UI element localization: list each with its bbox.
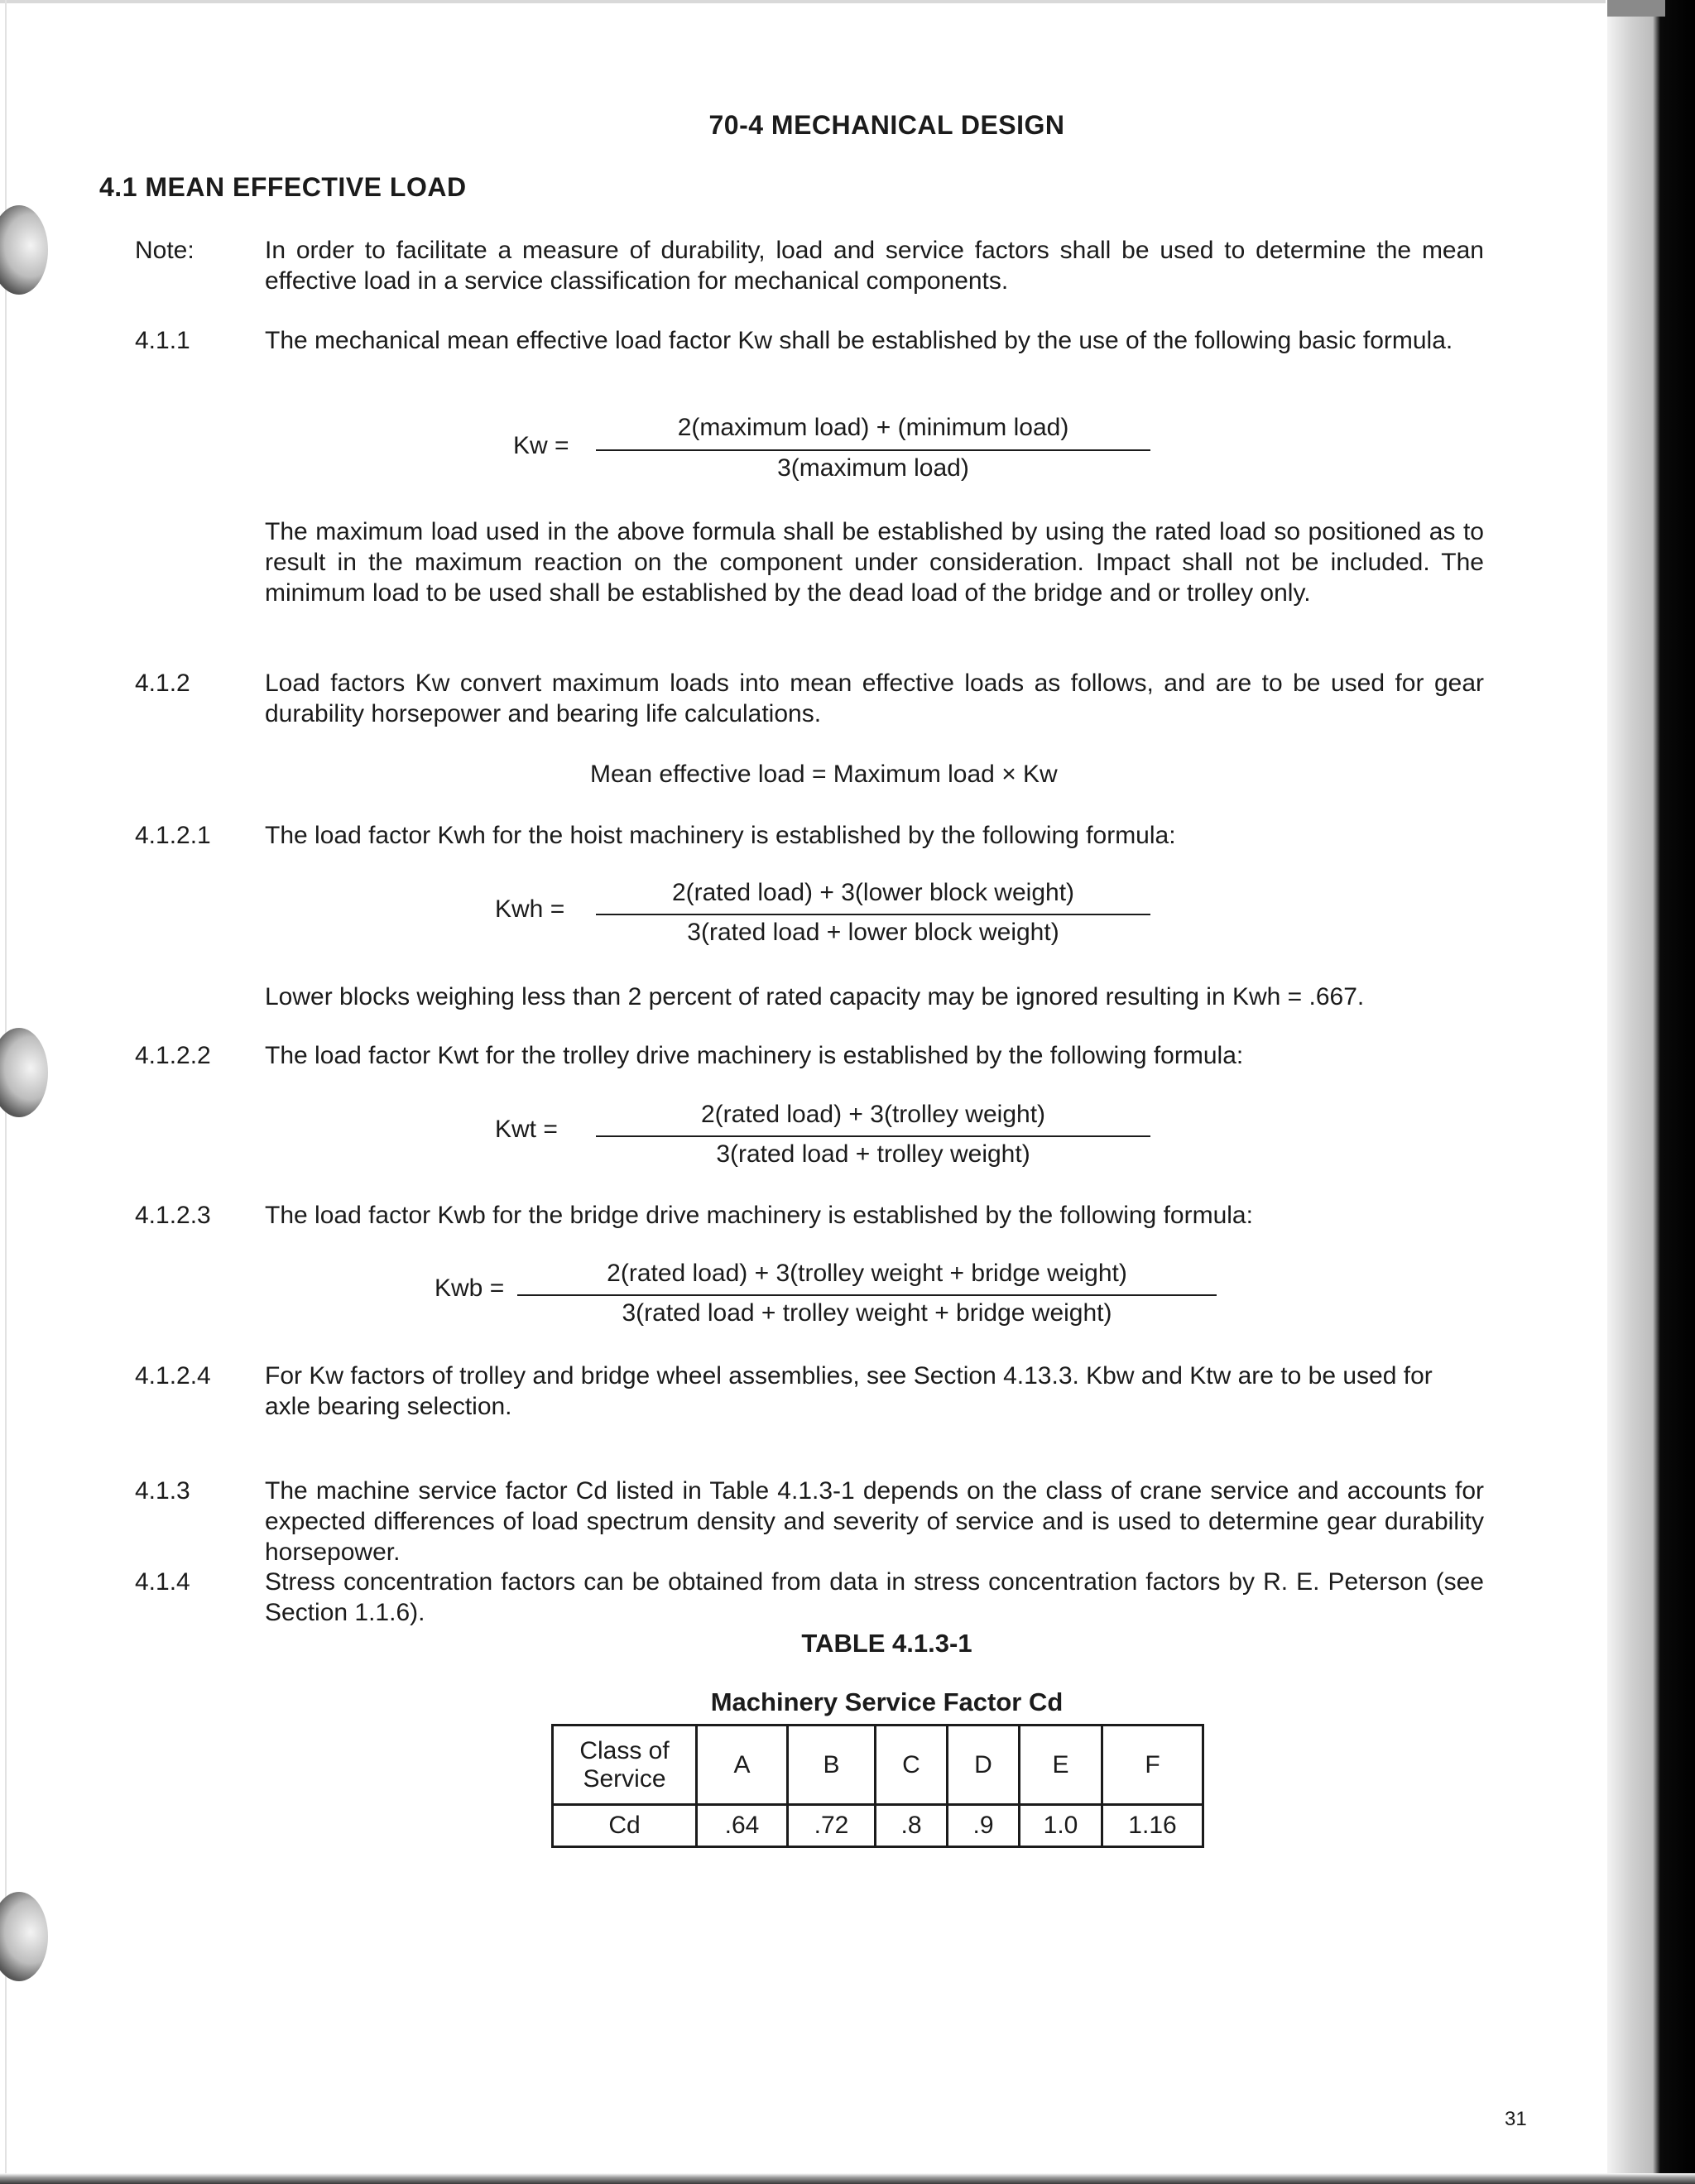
- formula-kwt-lhs: Kwt =: [495, 1116, 558, 1143]
- paragraph-4-1-1: The mechanical mean effective load factor Kw shall be established by the use of the following basic formula.: [265, 327, 1453, 354]
- table-cell: 1.16: [1102, 1805, 1203, 1847]
- table-label: TABLE 4.1.3-1: [801, 1629, 972, 1658]
- table-header-cell: E: [1020, 1726, 1102, 1805]
- table-caption: Machinery Service Factor Cd: [710, 1687, 1064, 1716]
- formula-kwt-denominator: 3(rated load + trolley weight): [716, 1140, 1030, 1168]
- section-number-4-1-1: 4.1.1: [135, 327, 190, 354]
- paragraph-4-1-1-max-load: The maximum load used in the above formula shall be established by using the rated load so positioned as to result in the maximum reaction on the component under consideration. Impact shall not be included. The minimum load to be used shall be established by the dead load of the bridge and or trolley only.: [265, 518, 1484, 607]
- formula-kw-lhs: Kw =: [513, 432, 569, 459]
- table-cell: .9: [948, 1805, 1020, 1847]
- paragraph-4-1-2: Load factors Kw convert maximum loads into mean effective loads as follows, and are to be used for gear durability horsepower and bearing life calculations.: [265, 670, 1484, 727]
- table-cell: .8: [876, 1805, 948, 1847]
- section-number-4-1-2-4: 4.1.2.4: [135, 1362, 211, 1390]
- table-row: [553, 1805, 1203, 1847]
- table-header-row: [553, 1726, 1203, 1805]
- note-text: In order to facilitate a measure of durability, load and service factors shall be used to determine the mean effective load in a service classification for mechanical components.: [265, 237, 1484, 295]
- table-cell: .72: [788, 1805, 876, 1847]
- formula-kw-denominator: 3(maximum load): [777, 454, 969, 482]
- table-header-cell: F: [1102, 1726, 1203, 1805]
- paragraph-4-1-3: The machine service factor Cd listed in Table 4.1.3-1 depends on the class of crane service and accounts for expected differences of load spectrum density and severity of service and is used to determine gear durability horsepower.: [265, 1477, 1484, 1566]
- formula-kwt-numerator: 2(rated load) + 3(trolley weight): [700, 1101, 1046, 1128]
- scan-right-edge-shade: [1607, 0, 1665, 17]
- formula-kwb-lhs: Kwb =: [435, 1274, 505, 1302]
- table-cell: Cd: [553, 1805, 697, 1847]
- page-title: 70-4 MECHANICAL DESIGN: [708, 110, 1065, 140]
- page-number: 31: [1505, 2108, 1527, 2130]
- formula-kwh-lhs: Kwh =: [495, 895, 565, 923]
- fraction-bar: [596, 914, 1150, 915]
- paragraph-4-1-2-2: The load factor Kwt for the trolley drive machinery is established by the following formula:: [265, 1042, 1244, 1069]
- service-factor-table: [551, 1724, 1204, 1848]
- paragraph-4-1-4: Stress concentration factors can be obtained from data in stress concentration factors by R. E. Peterson (see Section 1.1.6).: [265, 1568, 1484, 1626]
- formula-kwb-denominator: 3(rated load + trolley weight + bridge weight): [622, 1299, 1112, 1327]
- section-heading: 4.1 MEAN EFFECTIVE LOAD: [99, 172, 467, 202]
- formula-kwh-denominator: 3(rated load + lower block weight): [687, 919, 1059, 946]
- fraction-bar: [596, 1135, 1150, 1137]
- fraction-bar: [517, 1294, 1217, 1296]
- formula-kwb-numerator: 2(rated load) + 3(trolley weight + bridge weight): [607, 1260, 1127, 1287]
- section-number-4-1-2-2: 4.1.2.2: [135, 1042, 211, 1069]
- note-label: Note:: [135, 237, 194, 264]
- scan-right-edge: [1607, 0, 1695, 2184]
- table-header-cell: C: [876, 1726, 948, 1805]
- table-cell: .64: [697, 1805, 788, 1847]
- paragraph-lower-blocks: Lower blocks weighing less than 2 percent of rated capacity may be ignored resulting in Kwh = .667.: [265, 983, 1365, 1010]
- table-cell: 1.0: [1020, 1805, 1102, 1847]
- paragraph-4-1-2-4: For Kw factors of trolley and bridge wheel assemblies, see Section 4.13.3. Kbw and Ktw are to be used for axle bearing selection.: [265, 1362, 1433, 1420]
- formula-kw-numerator: 2(maximum load) + (minimum load): [677, 414, 1069, 441]
- table-header-cell: Class of Service: [553, 1726, 697, 1805]
- paragraph-4-1-2-1: The load factor Kwh for the hoist machinery is established by the following formula:: [265, 822, 1176, 849]
- table-header-cell: D: [948, 1726, 1020, 1805]
- section-number-4-1-2-3: 4.1.2.3: [135, 1202, 211, 1229]
- fraction-bar: [596, 449, 1150, 451]
- paragraph-4-1-2-3: The load factor Kwb for the bridge drive machinery is established by the following formula:: [265, 1202, 1253, 1229]
- scan-bottom-edge: [0, 2173, 1695, 2184]
- table-header-cell: B: [788, 1726, 876, 1805]
- section-number-4-1-2: 4.1.2: [135, 670, 190, 697]
- section-number-4-1-2-1: 4.1.2.1: [135, 822, 211, 849]
- section-number-4-1-3: 4.1.3: [135, 1477, 190, 1505]
- section-number-4-1-4: 4.1.4: [135, 1568, 190, 1596]
- formula-kwh-numerator: 2(rated load) + 3(lower block weight): [671, 879, 1075, 906]
- table-header-cell: A: [697, 1726, 788, 1805]
- equation-mean-effective-load: Mean effective load = Maximum load × Kw: [590, 761, 1058, 788]
